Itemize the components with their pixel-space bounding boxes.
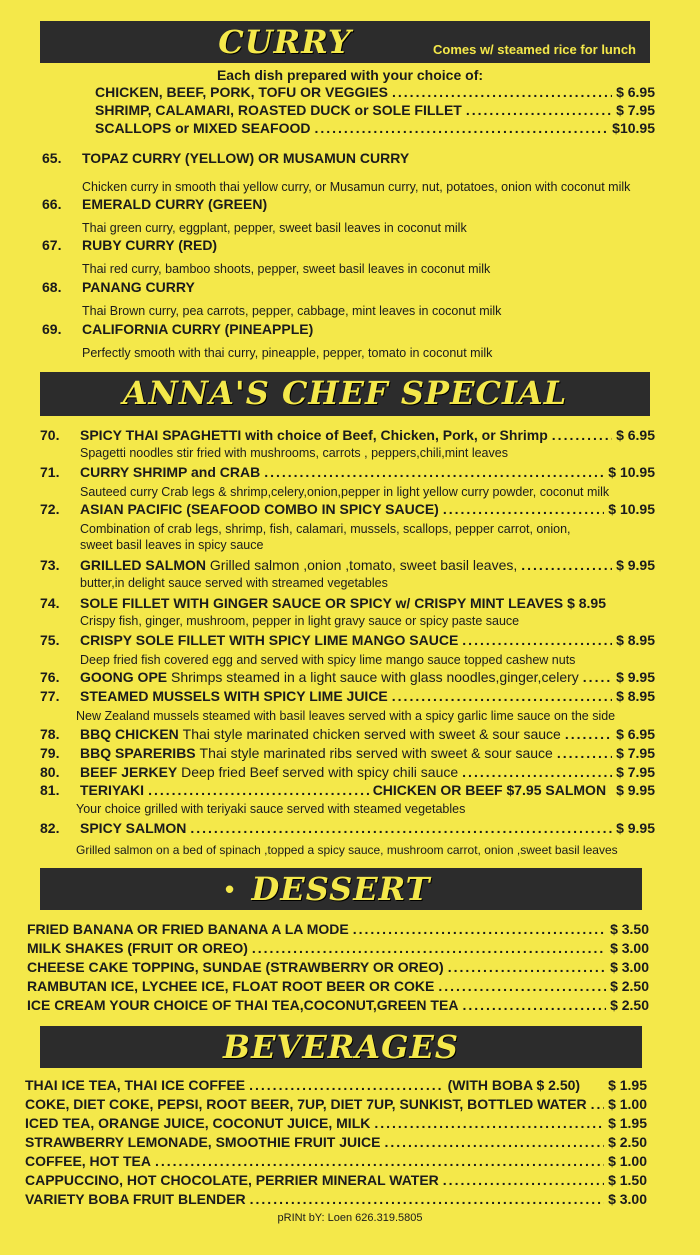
special-item: 82. SPICY SALMON ..... $ 9.95	[40, 820, 655, 837]
beverages-banner	[40, 1026, 642, 1068]
dessert-item: FRIED BANANA OR FRIED BANANA A LA MODE ..... $ 3.50	[27, 921, 649, 938]
curry-item: 67. RUBY CURRY (RED)	[42, 237, 218, 253]
dessert-item: MILK SHAKES (FRUIT OR OREO) ..... $ 3.00	[27, 940, 649, 957]
curry-intro: Each dish prepared with your choice of:	[216, 67, 484, 83]
bullet-icon: •	[225, 874, 235, 904]
curry-banner	[40, 21, 650, 63]
special-item: 72. ASIAN PACIFIC (SEAFOOD COMBO IN SPICY SAUCE) ..... $ 10.95	[40, 501, 655, 518]
special-item-desc: Spagetti noodles stir fried with mushrooms, carrots , peppers,chili,mint leaves	[80, 446, 508, 460]
special-item-desc: Your choice grilled with teriyaki sauce served with steamed vegetables	[76, 802, 466, 816]
curry-choice-row: SHRIMP, CALAMARI, ROASTED DUCK or SOLE FILLET ..... $ 7.95	[95, 102, 655, 119]
special-item: 79. BBQ SPARERIBS Thai style marinated ribs served with sweet & sour sauce ..... $ 7.95	[40, 745, 655, 762]
beverage-item: COFFEE, HOT TEA ..... $ 1.00	[25, 1153, 647, 1170]
special-item-desc: butter,in delight sauce served with streamed vegetables	[80, 576, 388, 590]
special-item: 73. GRILLED SALMON Grilled salmon ,onion ,tomato, sweet basil leaves, ..... $ 9.95	[40, 557, 655, 574]
special-item: 75. CRISPY SOLE FILLET WITH SPICY LIME MANGO SAUCE ..... $ 8.95	[40, 632, 655, 649]
special-item: 80. BEEF JERKEY Deep fried Beef served with spicy chili sauce ..... $ 7.95	[40, 764, 655, 781]
curry-item-desc: Thai Brown curry, pea carrots, pepper, cabbage, mint leaves in coconut milk	[82, 304, 502, 318]
dessert-title: DESSERT	[251, 870, 431, 908]
curry-choice-row: SCALLOPS or MIXED SEAFOOD ..... $10.95	[95, 120, 655, 137]
special-item: 71. CURRY SHRIMP and CRAB ..... $ 10.95	[40, 464, 655, 481]
dessert-banner	[40, 868, 642, 910]
curry-item-desc: Thai red curry, bamboo shoots, pepper, sweet basil leaves in coconut milk	[82, 262, 491, 276]
special-item-desc: Sauteed curry Crab legs & shrimp,celery,onion,pepper in light yellow curry powder, coconut milk	[80, 485, 610, 499]
special-item-desc: Grilled salmon on a bed of spinach ,topped a spicy sauce, mushroom carrot, onion ,sweet basil leaves	[76, 843, 618, 857]
special-item: 77. STEAMED MUSSELS WITH SPICY LIME JUICE ..... $ 8.95	[40, 688, 655, 705]
print-credit: pRINt bY: Loen 626.319.5805	[277, 1212, 423, 1224]
special-title: ANNA'S CHEF SPECIAL	[122, 374, 568, 412]
curry-title: CURRY	[218, 23, 352, 61]
special-item: 78. BBQ CHICKEN Thai style marinated chicken served with sweet & sour sauce ..... $ 6.95	[40, 726, 655, 743]
beverage-item: VARIETY BOBA FRUIT BLENDER ..... $ 3.00	[25, 1191, 647, 1208]
curry-choice-row: CHICKEN, BEEF, PORK, TOFU OR VEGGIES ..... $ 6.95	[95, 84, 655, 101]
beverage-item: CAPPUCCINO, HOT CHOCOLATE, PERRIER MINERAL WATER ..... $ 1.50	[25, 1172, 647, 1189]
special-item-desc: Crispy fish, ginger, mushroom, pepper in light gravy sauce or spicy paste sauce	[80, 614, 520, 628]
curry-item: 65. TOPAZ CURRY (YELLOW) OR MUSAMUN CURRY	[42, 150, 410, 166]
curry-item: 68. PANANG CURRY	[42, 279, 195, 295]
beverages-title: BEVERAGES	[223, 1028, 459, 1066]
special-item-desc: sweet basil leaves in spicy sauce	[80, 538, 264, 552]
beverage-item: THAI ICE TEA, THAI ICE COFFEE ..... (WITH BOBA $ 2.50) $ 1.95	[25, 1077, 647, 1094]
dessert-item: RAMBUTAN ICE, LYCHEE ICE, FLOAT ROOT BEER OR COKE ..... $ 2.50	[27, 978, 649, 995]
special-item: 70. SPICY THAI SPAGHETTI with choice of Beef, Chicken, Pork, or Shrimp ..... $ 6.95	[40, 427, 655, 444]
special-banner	[40, 372, 650, 416]
special-item: 74. SOLE FILLET WITH GINGER SAUCE OR SPICY w/ CRISPY MINT LEAVES $ 8.95	[40, 595, 606, 611]
curry-item-desc: Chicken curry in smooth thai yellow curry, or Musamun curry, nut, potatoes, onion with coconut milk	[82, 180, 631, 194]
beverage-item: ICED TEA, ORANGE JUICE, COCONUT JUICE, MILK ..... $ 1.95	[25, 1115, 647, 1132]
beverage-item: STRAWBERRY LEMONADE, SMOOTHIE FRUIT JUICE ..... $ 2.50	[25, 1134, 647, 1151]
special-item-desc: New Zealand mussels steamed with basil leaves served with a spicy garlic lime sauce on the side	[76, 709, 616, 723]
beverage-item: COKE, DIET COKE, PEPSI, ROOT BEER, 7UP, DIET 7UP, SUNKIST, BOTTLED WATER ..... $ 1.00	[25, 1096, 647, 1113]
curry-item: 66. EMERALD CURRY (GREEN)	[42, 196, 268, 212]
special-item-desc: Deep fried fish covered egg and served with spicy lime mango sauce topped cashew nuts	[80, 653, 576, 667]
dessert-item: ICE CREAM YOUR CHOICE OF THAI TEA,COCONUT,GREEN TEA ..... $ 2.50	[27, 997, 649, 1014]
special-item: 81. TERIYAKI ..... CHICKEN OR BEEF $7.95 SALMON $ 9.95	[40, 782, 655, 799]
curry-item-desc: Perfectly smooth with thai curry, pineapple, pepper, tomato in coconut milk	[82, 346, 493, 360]
curry-item-desc: Thai green curry, eggplant, pepper, sweet basil leaves in coconut milk	[82, 221, 467, 235]
special-item: 76. GOONG OPE Shrimps steamed in a light sauce with glass noodles,ginger,celery ..... $ 9.95	[40, 669, 655, 686]
curry-item: 69. CALIFORNIA CURRY (PINEAPPLE)	[42, 321, 314, 337]
curry-subtitle: Comes w/ steamed rice for lunch	[432, 42, 636, 57]
special-item-desc: Combination of crab legs, shrimp, fish, calamari, mussels, scallops, pepper carrot, onion,	[80, 522, 571, 536]
dessert-item: CHEESE CAKE TOPPING, SUNDAE (STRAWBERRY OR OREO) ..... $ 3.00	[27, 959, 649, 976]
